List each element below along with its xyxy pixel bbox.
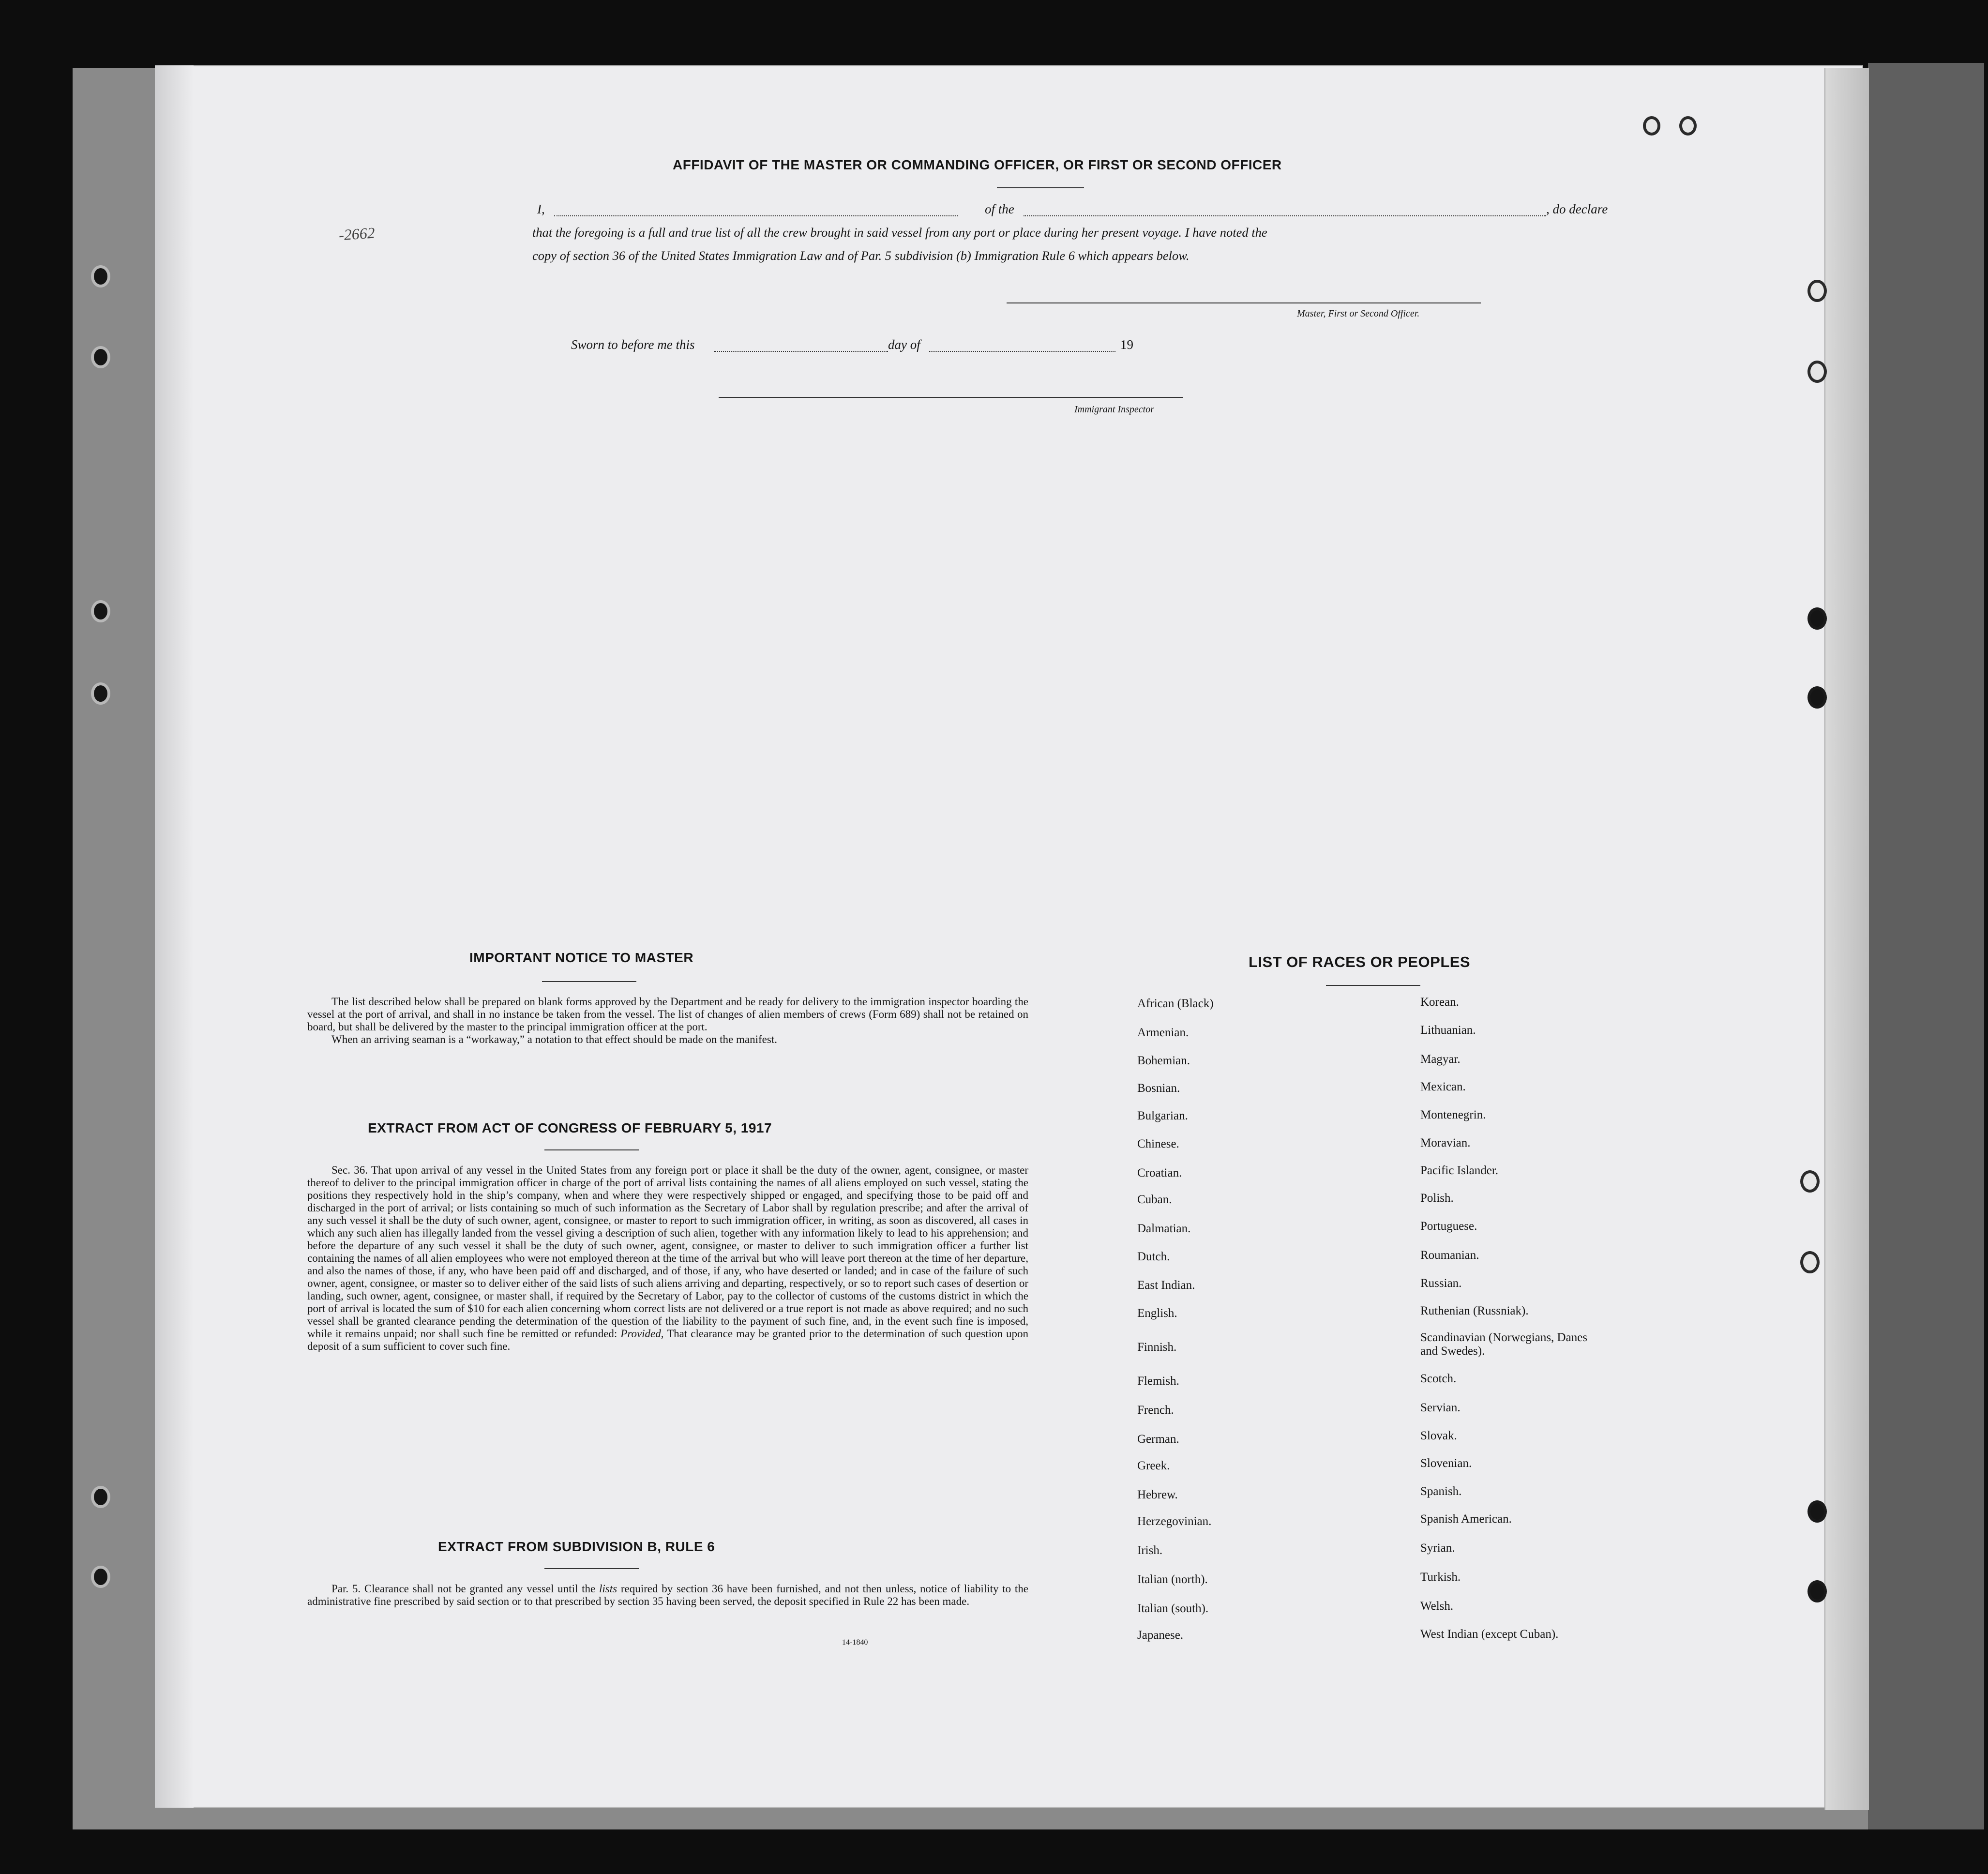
punch-hole-icon xyxy=(1643,116,1660,136)
notice-title: IMPORTANT NOTICE TO MASTER xyxy=(469,950,694,965)
provided-label: Provided, xyxy=(620,1328,664,1340)
notice-text xyxy=(307,996,1028,1046)
race-left-22: Italian (south). xyxy=(1137,1602,1209,1615)
extract-rule-text xyxy=(307,1583,1028,1608)
section-tail: That clearance may be granted prior to the determination of such question upon deposit of a sum sufficient to cover such fine. xyxy=(307,1328,1028,1352)
lists-word: lists xyxy=(599,1583,617,1595)
document-page xyxy=(155,65,1863,1808)
race-right-5: Montenegrin. xyxy=(1420,1108,1486,1121)
name-blank-line xyxy=(554,215,958,216)
punch-hole-icon xyxy=(91,1566,110,1588)
punch-hole-icon xyxy=(91,265,110,287)
race-right-18: Spanish. xyxy=(1420,1485,1462,1498)
race-right-7: Pacific Islander. xyxy=(1420,1164,1499,1177)
binding-edge-strip xyxy=(1824,68,1869,1810)
punch-hole-icon xyxy=(91,1486,110,1508)
extract-rule-title: EXTRACT FROM SUBDIVISION B, RULE 6 xyxy=(438,1539,715,1554)
year-label: 19 xyxy=(1120,337,1133,352)
race-right-2: Lithuanian. xyxy=(1420,1024,1476,1037)
section-label: Sec. 36. xyxy=(331,1164,368,1176)
race-left-13: Finnish. xyxy=(1137,1341,1177,1354)
race-right-14: Scotch. xyxy=(1420,1372,1457,1385)
race-right-23: West Indian (except Cuban). xyxy=(1420,1628,1559,1641)
race-right-1: Korean. xyxy=(1420,996,1459,1009)
race-left-2: Armenian. xyxy=(1137,1026,1189,1039)
race-left-19: Herzegovinian. xyxy=(1137,1515,1212,1528)
affidavit-title: AFFIDAVIT OF THE MASTER OR COMMANDING OFFICER, OR FIRST OR SECOND OFFICER xyxy=(673,157,1282,172)
scan-right-edge xyxy=(1868,63,1984,1829)
race-left-15: French. xyxy=(1137,1404,1174,1417)
affidavit-line1-i: I, xyxy=(537,202,545,216)
section-body: That upon arrival of any vessel in the United States from any foreign port or place it shall be the duty of the owner, agent, consignee, or master thereof to deliver to the principal immigration officer in charge of the port of arrival lists containing the names of all aliens employed on such vessel, stating the positions they respectively hold in the ship’s company, when and where they were respectively shipped or engaged, and specifying those to be paid off and discharged in the port of arrival; or lists containing so much of such information as the Secretary of Labor shall by regulation prescribe; and after the arrival of any such vessel it shall be the duty of such owner, agent, consignee, or master to report to such immigration officer, in writing, as soon as discovered, all cases in which any such alien has illegally landed from the vessel giving a description of such alien, together with any information likely to lead to his apprehension; and before the departure of any such vessel it shall be the duty of such owner, agent, consignee, or master to deliver to such immigration officer a further list containing the names of all alien employees who were not employed thereon at the time of the arrival but who will leave port thereon at the time of her departure, and also the names of those, if any, who have been paid off and discharged, and of those, if any, who have deserted or landed; and in case of the failure of such owner, agent, consignee, or master so to deliver either of the said lists of such aliens arriving and departing, respectively, or so to report such cases of desertion or landing, such owner, agent, consignee, or master shall, if required by the Secretary of Labor, pay to the collector of customs of the customs district in which the port of arrival is located the sum of $10 for each alien concerning whom correct lists are not delivered or a true report is not made as above required; and no such vessel shall be granted clearance pending the determination of the question of the liability to the payment of such fine, and, in the event such fine is imposed, while it remains unpaid; nor shall such fine be remitted or refunded: xyxy=(307,1164,1028,1340)
race-left-21: Italian (north). xyxy=(1137,1573,1208,1586)
extract-act-title: EXTRACT FROM ACT OF CONGRESS OF FEBRUARY 5, 1917 xyxy=(368,1120,772,1135)
race-right-3: Magyar. xyxy=(1420,1053,1461,1066)
race-left-14: Flemish. xyxy=(1137,1375,1179,1388)
punch-hole-icon xyxy=(91,346,110,368)
race-left-9: Dalmatian. xyxy=(1137,1222,1191,1235)
section-36-paragraph xyxy=(307,1164,1028,1353)
race-right-21: Turkish. xyxy=(1420,1571,1461,1584)
punch-hole-icon xyxy=(1807,361,1827,383)
extract-act-title-rule xyxy=(544,1149,639,1150)
race-left-3: Bohemian. xyxy=(1137,1054,1190,1067)
rule-body-start: Par. 5. Clearance shall not be granted any vessel until the xyxy=(331,1583,596,1595)
race-right-8: Polish. xyxy=(1420,1192,1454,1205)
affidavit-line1-of-the: of the xyxy=(985,202,1014,216)
page-shading xyxy=(155,65,194,1808)
punch-hole-icon xyxy=(91,600,110,622)
extract-rule-title-rule xyxy=(544,1568,639,1569)
race-left-12: English. xyxy=(1137,1307,1177,1320)
races-title-rule xyxy=(1326,985,1420,986)
race-right-6: Moravian. xyxy=(1420,1136,1471,1149)
affidavit-line2: that the foregoing is a full and true list of all the crew brought in said vessel from any port or place during her present voyage. I have noted the xyxy=(532,225,1267,240)
race-right-13: Scandinavian (Norwegians, Danes and Swedes). xyxy=(1420,1331,1588,1358)
vessel-blank-line xyxy=(1024,215,1546,216)
day-of-label: day of xyxy=(888,337,920,352)
affidavit-title-rule xyxy=(997,187,1084,188)
race-left-23: Japanese. xyxy=(1137,1629,1184,1642)
race-right-17: Slovenian. xyxy=(1420,1457,1472,1470)
race-left-20: Irish. xyxy=(1137,1544,1163,1557)
race-left-10: Dutch. xyxy=(1137,1250,1170,1263)
race-right-15: Servian. xyxy=(1420,1401,1461,1414)
rule-paragraph xyxy=(307,1583,1028,1608)
marginal-pencil-note: -2662 xyxy=(338,224,376,244)
race-left-7: Croatian. xyxy=(1137,1166,1182,1179)
punch-hole-icon xyxy=(1807,1580,1827,1602)
race-right-4: Mexican. xyxy=(1420,1080,1466,1093)
affidavit-line1-declare: , do declare xyxy=(1546,202,1608,216)
race-left-1: African (Black) xyxy=(1137,997,1214,1010)
punch-hole-icon xyxy=(1807,1500,1827,1523)
punch-hole-icon xyxy=(1807,607,1827,630)
rule-body-end: required by section 36 have been furnished, and not then unless, notice of liability to the administrative fine prescribed by said section or to that prescribed by section 35 having been served, the deposit specified in Rule 22 has been made. xyxy=(307,1583,1029,1607)
punch-hole-icon xyxy=(91,682,110,705)
punch-hole-icon xyxy=(1807,280,1827,302)
race-right-22: Welsh. xyxy=(1420,1600,1454,1613)
race-left-6: Chinese. xyxy=(1137,1137,1179,1150)
punch-hole-icon xyxy=(1800,1251,1820,1273)
race-right-11: Russian. xyxy=(1420,1277,1462,1290)
inspector-signature-line xyxy=(719,397,1183,398)
notice-title-rule xyxy=(542,981,636,982)
master-signature-line xyxy=(1007,302,1481,303)
race-left-16: German. xyxy=(1137,1433,1179,1446)
race-right-10: Roumanian. xyxy=(1420,1249,1479,1262)
race-right-19: Spanish American. xyxy=(1420,1512,1512,1526)
races-title: LIST OF RACES OR PEOPLES xyxy=(1249,953,1471,970)
inspector-label: Immigrant Inspector xyxy=(1074,404,1154,415)
race-right-12: Ruthenian (Russniak). xyxy=(1420,1304,1529,1317)
sworn-label: Sworn to before me this xyxy=(571,337,695,352)
sworn-day-blank xyxy=(714,351,888,352)
race-right-16: Slovak. xyxy=(1420,1429,1457,1442)
race-left-17: Greek. xyxy=(1137,1459,1170,1472)
race-left-8: Cuban. xyxy=(1137,1193,1172,1206)
sworn-month-blank xyxy=(929,351,1115,352)
punch-hole-icon xyxy=(1679,116,1697,136)
notice-paragraph-2: When an arriving seaman is a “workaway,” a notation to that effect should be made on the manifest. xyxy=(331,1033,777,1045)
race-right-9: Portuguese. xyxy=(1420,1220,1477,1233)
master-signature-label: Master, First or Second Officer. xyxy=(1297,308,1420,319)
race-right-20: Syrian. xyxy=(1420,1542,1455,1555)
punch-hole-icon xyxy=(1807,686,1827,709)
punch-hole-icon xyxy=(1800,1170,1820,1193)
affidavit-line3: copy of section 36 of the United States Immigration Law and of Par. 5 subdivision (b) Immigration Rule 6 which appears below. xyxy=(532,248,1190,263)
notice-paragraph-1: The list described below shall be prepared on blank forms approved by the Department and be ready for delivery to the immigration inspector boarding the vessel at the port of arrival, and shall in no instance be taken from the vessel. The list of changes of alien members of crews (Form 689) shall not be retained on board, but shall be delivered by the master to the principal immigration officer at the port. xyxy=(307,996,1028,1033)
race-left-11: East Indian. xyxy=(1137,1279,1195,1292)
extract-act-text xyxy=(307,1164,1028,1353)
race-left-4: Bosnian. xyxy=(1137,1082,1180,1095)
race-left-18: Hebrew. xyxy=(1137,1488,1178,1501)
form-number: 14-1840 xyxy=(842,1638,868,1647)
race-left-5: Bulgarian. xyxy=(1137,1109,1188,1122)
